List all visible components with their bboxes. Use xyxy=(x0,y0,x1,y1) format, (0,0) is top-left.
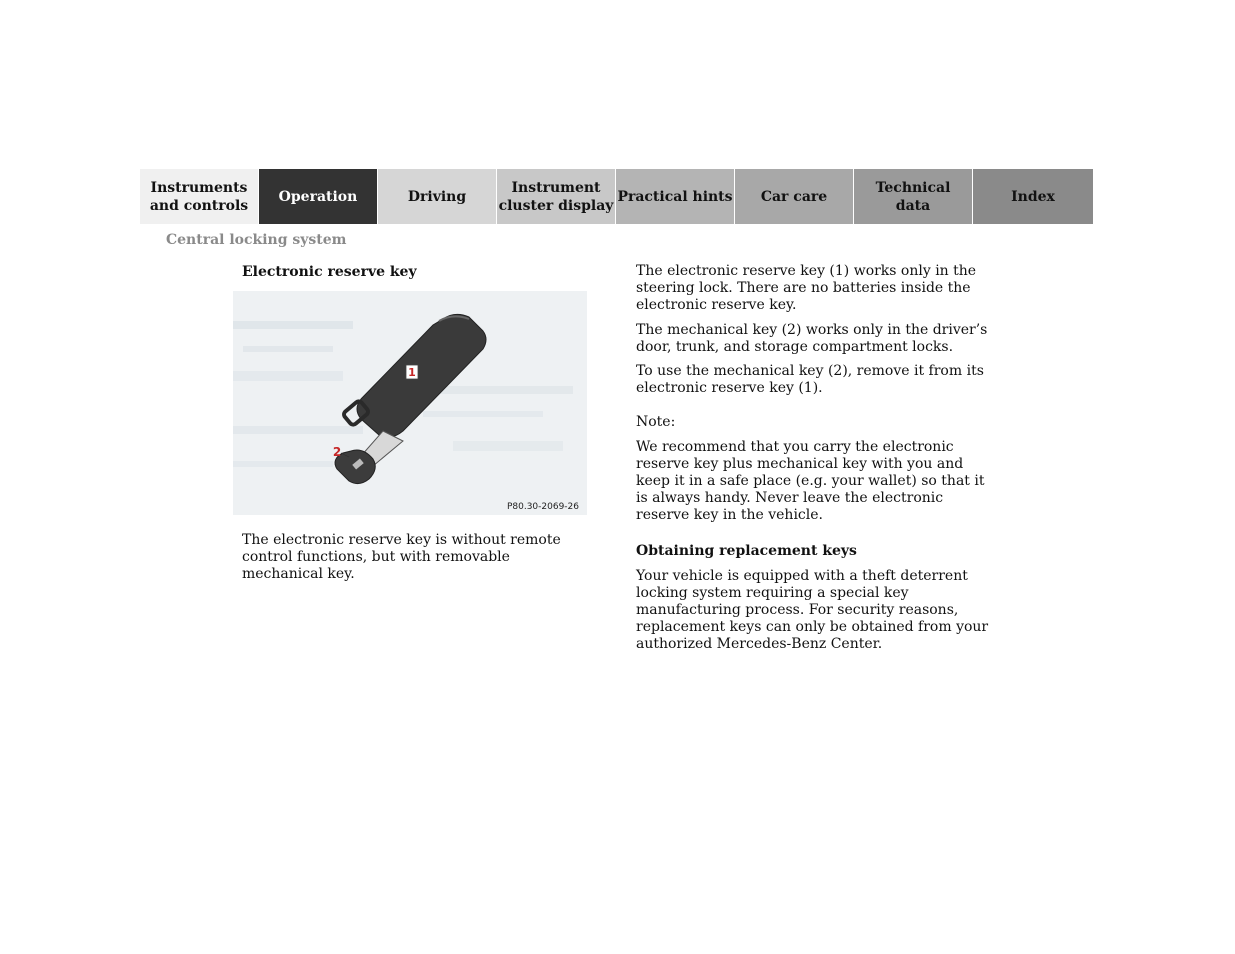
callout-2: 2 xyxy=(332,445,342,459)
callout-1: 1 xyxy=(408,366,416,379)
figure-caption xyxy=(242,532,592,584)
tab-driving[interactable]: Driving xyxy=(378,169,497,224)
note-label: Note: xyxy=(636,414,676,431)
paragraph-steering-lock: The electronic reserve key (1) works only in the steering lock. There are no batteries inside the electronic reserve key. xyxy=(636,263,977,314)
tab-operation[interactable]: Operation xyxy=(259,169,378,224)
chapter-tabs xyxy=(140,169,1095,224)
tab-instrument-cluster-display[interactable]: Instrument cluster display xyxy=(497,169,616,224)
paragraph-mechanical-key: The mechanical key (2) works only in the driver’s door, trunk, and storage compartment locks. xyxy=(636,321,988,355)
key-illustration xyxy=(233,291,587,515)
section-title: Central locking system xyxy=(166,232,347,248)
tab-index[interactable]: Index xyxy=(973,169,1093,224)
electronic-key-body xyxy=(357,314,486,437)
figure-code: P80.30-2069-26 xyxy=(506,502,579,512)
paragraph-remove-key: To use the mechanical key (2), remove it from its electronic reserve key (1). xyxy=(636,363,984,397)
tab-car-care[interactable]: Car care xyxy=(735,169,854,224)
tab-instruments-and-controls[interactable]: Instruments and controls xyxy=(140,169,259,224)
key-drawing xyxy=(233,291,587,515)
caption-text: The electronic reserve key is without remote control functions, but with removable mechanical key. xyxy=(242,532,561,583)
note-text: We recommend that you carry the electronic reserve key plus mechanical key with you and keep it in a safe place (e.g. your wallet) so that it is always handy. Never leave the electronic reserve key in the vehicle. xyxy=(636,438,985,524)
tab-technical-data[interactable]: Technical data xyxy=(854,169,973,224)
paragraph-replacement-keys: Your vehicle is equipped with a theft deterrent locking system requiring a special key manufacturing process. For security reasons, replacement keys can only be obtained from your authorized Mercedes-Benz Center. xyxy=(636,567,989,653)
left-column xyxy=(242,263,592,281)
heading-obtaining-replacement-keys: Obtaining replacement keys xyxy=(636,542,857,559)
tab-practical-hints[interactable]: Practical hints xyxy=(616,169,735,224)
heading-electronic-reserve-key: Electronic reserve key xyxy=(242,264,417,280)
right-column xyxy=(636,263,998,654)
